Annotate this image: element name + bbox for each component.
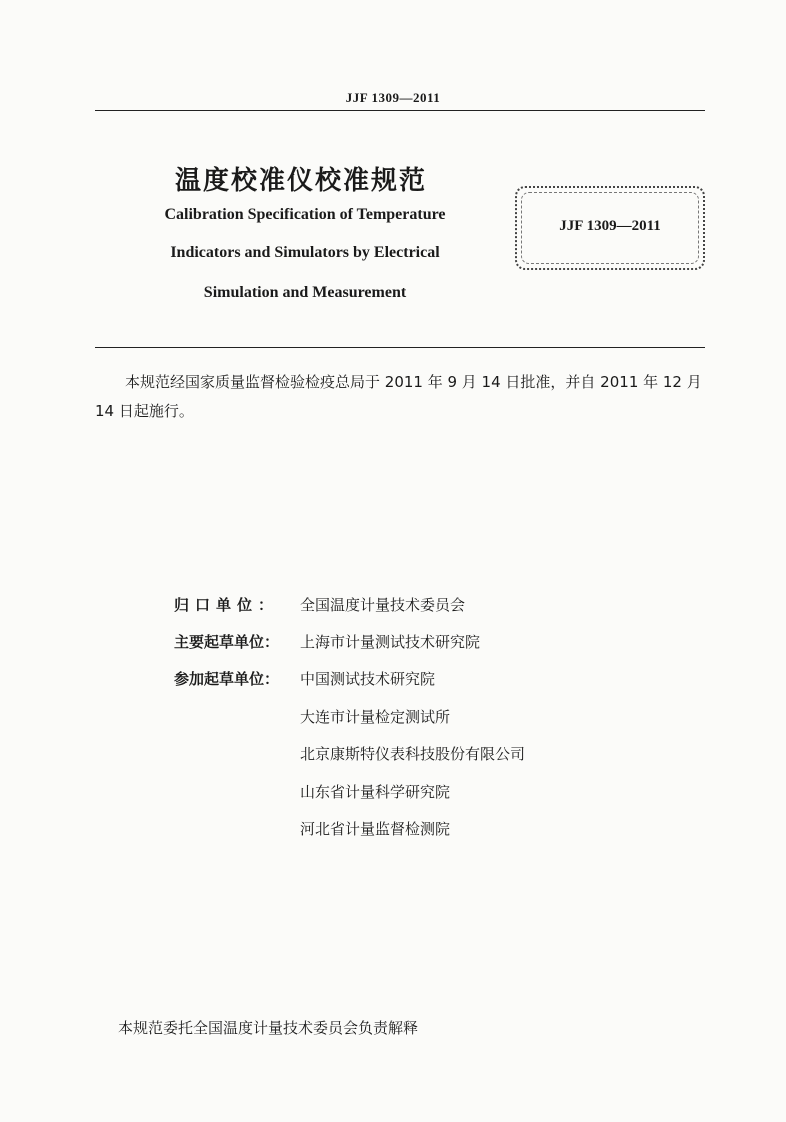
participant-row xyxy=(174,668,435,689)
english-title-line-2: Indicators and Simulators by Electrical xyxy=(170,244,440,261)
header-rule xyxy=(95,110,705,111)
participant-item: 山东省计量科学研究院 xyxy=(300,783,451,801)
main-drafter-label: 主要起草单位： xyxy=(174,633,280,651)
participant-item: 大连市计量检定测试所 xyxy=(300,708,451,726)
participant-item: 河北省计量监督检测院 xyxy=(300,820,451,838)
english-title-line-3: Simulation and Measurement xyxy=(203,284,407,301)
participants-label: 参加起草单位： xyxy=(174,670,280,688)
code-box-label: JJF 1309—2011 xyxy=(559,218,661,234)
interpretation-note: 本规范委托全国温度计量技术委员会负责解释 xyxy=(118,1019,419,1037)
participant-row xyxy=(174,706,450,727)
participant-row xyxy=(174,818,450,839)
participant-row xyxy=(174,743,525,764)
standard-code-box xyxy=(515,186,705,270)
english-title-line-1: Calibration Specification of Temperature xyxy=(164,206,446,223)
header-standard-code: JJF 1309—2011 xyxy=(345,90,441,105)
participant-row xyxy=(174,781,450,802)
responsible-unit-value: 全国温度计量技术委员会 xyxy=(300,596,466,614)
main-drafter-value: 上海市计量测试技术研究院 xyxy=(300,633,481,651)
chinese-title: 温度校准仪校准规范 xyxy=(175,166,428,196)
main-drafter-row xyxy=(174,631,480,652)
participant-item: 北京康斯特仪表科技股份有限公司 xyxy=(300,745,526,763)
responsible-unit-row xyxy=(174,594,465,615)
responsible-unit-label: 归口单位： xyxy=(174,596,280,614)
participant-item: 中国测试技术研究院 xyxy=(300,670,436,688)
approval-statement: 本规范经国家质量监督检验检疫总局于 2011 年 9 月 14 日批准，并自 2011 年 12 月 14 日起施行。 xyxy=(95,373,702,420)
title-rule xyxy=(95,347,705,348)
